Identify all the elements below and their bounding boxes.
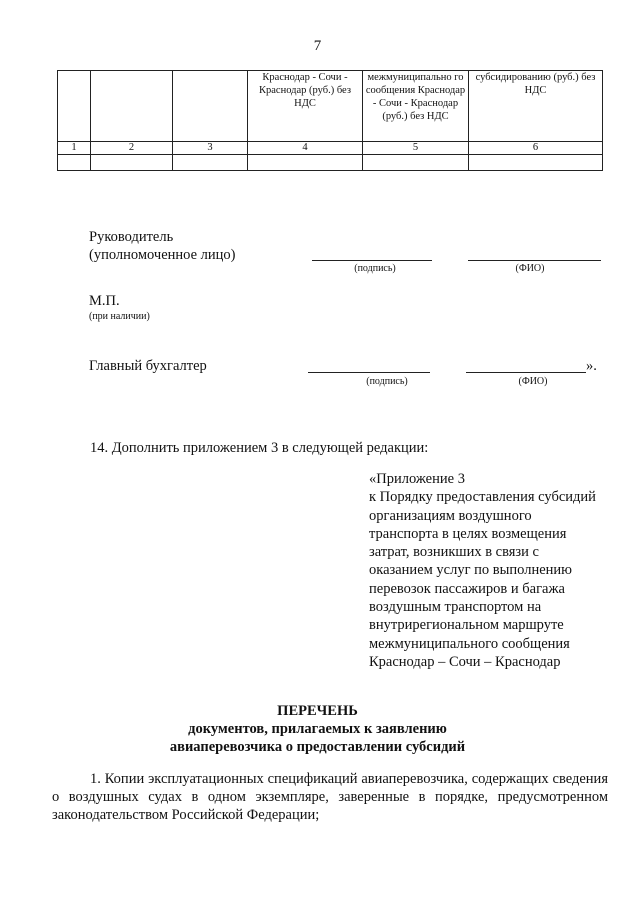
list-item-1: 1. Копии эксплуатационных спецификаций авиаперевозчика, содержащих сведения о воздушных судах в одном экземпляре, заверенные в порядке, предусмотренном законодательством Российской Федерации;: [52, 771, 608, 823]
appendix-reference: [369, 470, 596, 671]
head-label: Руководитель: [89, 229, 174, 245]
list-subtitle: документов, прилагаемых к заявлению: [188, 721, 447, 737]
subsidy-table: [57, 70, 603, 171]
accountant-signature-caption: (подпись): [366, 376, 408, 387]
table-cell: [363, 155, 469, 171]
table-cell: [58, 155, 91, 171]
column-number: 4: [248, 142, 363, 155]
column-number: 5: [363, 142, 469, 155]
accountant-signature-line: [308, 372, 430, 373]
table-cell: [173, 155, 248, 171]
head-signature-line: [312, 260, 432, 261]
column-number: 2: [91, 142, 173, 155]
column-number: 3: [173, 142, 248, 155]
list-subtitle: авиаперевозчика о предоставлении субсидий: [169, 739, 466, 755]
table-cell: [469, 155, 603, 171]
appendix-line: Краснодар – Сочи – Краснодар: [369, 653, 561, 670]
table-cell: [248, 155, 363, 171]
accountant-name-line: [466, 372, 586, 373]
head-name-caption: (ФИО): [515, 263, 545, 274]
appendix-line: воздушным транспортом на: [369, 599, 542, 616]
appendix-line: к Порядку предоставления субсидий: [369, 489, 596, 506]
accountant-name-caption: (ФИО): [518, 376, 548, 387]
column-number: 6: [469, 142, 603, 155]
head-name-line: [468, 260, 601, 261]
list-title: ПЕРЕЧЕНЬ: [277, 703, 358, 719]
appendix-line: организациям воздушного: [369, 507, 532, 524]
header-cell: [173, 71, 248, 142]
header-cell: межмуниципально го сообщения Краснодар - Сочи - Краснодар (руб.) без НДС: [363, 71, 469, 142]
column-number: 1: [58, 142, 91, 155]
table-header-row: [58, 71, 603, 142]
table-number-row: [58, 142, 603, 155]
header-cell: [91, 71, 173, 142]
head-label-note: (уполномоченное лицо): [89, 247, 236, 263]
seal-label: М.П.: [89, 293, 120, 309]
appendix-line: затрат, возникших в связи с: [369, 544, 539, 561]
header-cell: [58, 71, 91, 142]
table-row: [58, 155, 603, 171]
appendix-line: «Приложение 3: [369, 471, 465, 487]
page-number: 7: [313, 38, 322, 54]
appendix-line: межмуниципального сообщения: [369, 635, 570, 652]
head-signature-caption: (подпись): [354, 263, 396, 274]
accountant-label: Главный бухгалтер: [89, 358, 207, 374]
appendix-line: оказанием услуг по выполнению: [369, 562, 572, 579]
appendix-line: транспорта в целях возмещения: [369, 525, 567, 542]
appendix-line: внутрирегиональном маршруте: [369, 617, 564, 634]
closing-quote: ».: [586, 358, 597, 374]
amendment-text: 14. Дополнить приложением 3 в следующей редакции:: [90, 440, 429, 456]
table-cell: [91, 155, 173, 171]
header-cell: Краснодар - Сочи - Краснодар (руб.) без НДС: [248, 71, 363, 142]
header-cell: субсидированию (руб.) без НДС: [469, 71, 603, 142]
seal-note: (при наличии): [89, 311, 150, 322]
appendix-line: перевозок пассажиров и багажа: [369, 580, 565, 597]
